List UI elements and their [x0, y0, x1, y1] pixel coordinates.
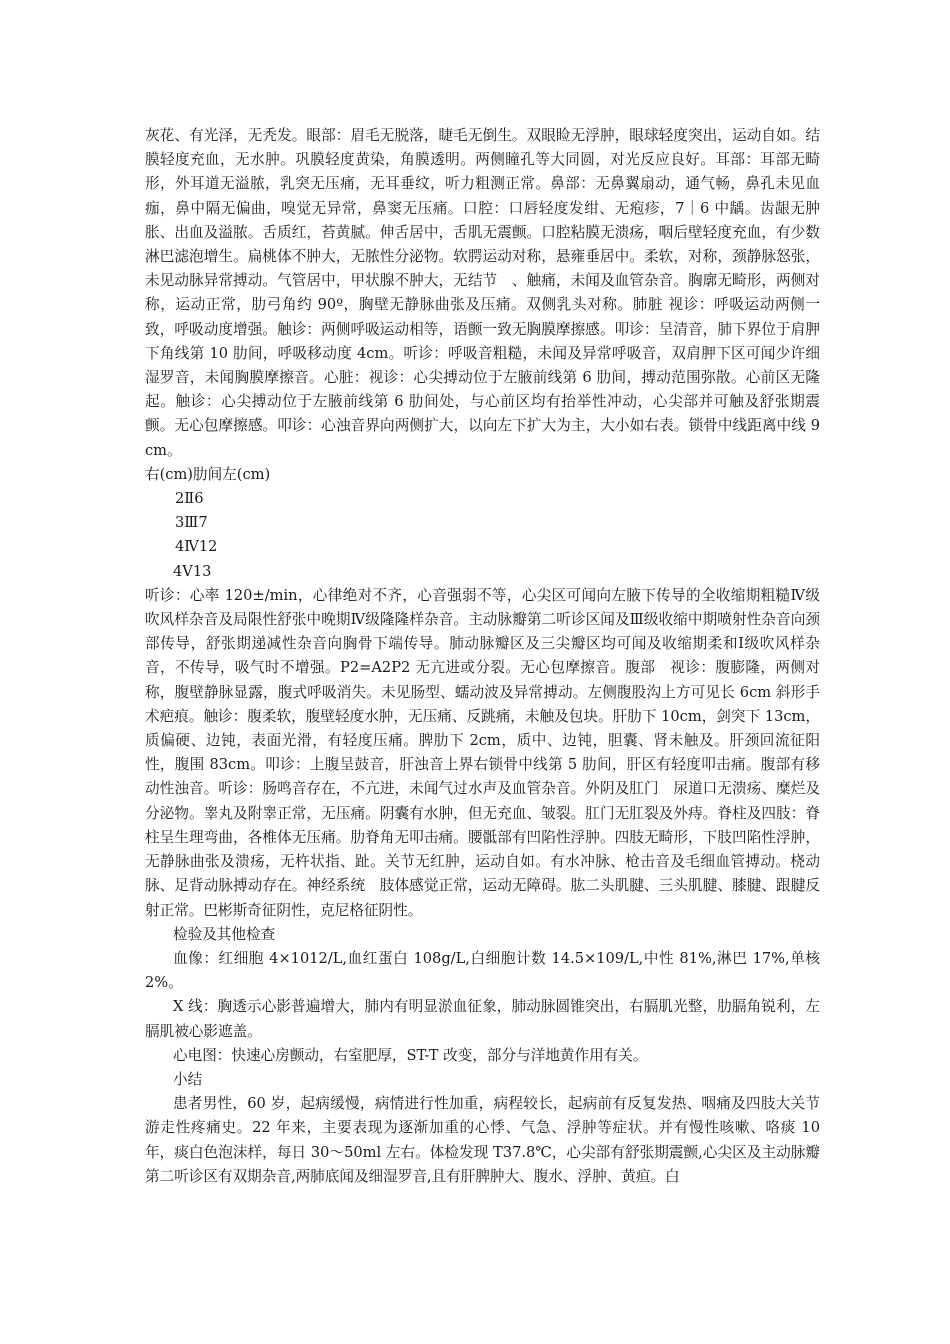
blood-test-paragraph: 血像：红细胞 4×1012/L,血红蛋白 108g/L,白细胞计数 14.5×109/L,中性 81%,淋巴 17%,单核 2%。 [145, 949, 820, 992]
cardiac-dullness-row: 3Ⅲ7 [175, 514, 208, 532]
lab-section-heading: 检验及其他检查 [173, 925, 276, 943]
xray-paragraph: X 线：胸透示心影普遍增大，肺内有明显淤血征象，肺动脉圆锥突出，右膈肌光整，肋膈角锐利，左膈肌被心影遮盖。 [145, 998, 820, 1040]
summary-paragraph: 患者男性，60 岁，起病缓慢，病情进行性加重，病程较长，起病前有反复发热、咽痛及四肢大关节游走性疼痛史。22 年来，主要表现为逐渐加重的心悸、气急、浮肿等症状。并有慢性咳嗽、咯痰 10 年，痰白色泡沫样，每日 30～50ml 左右。体检发现 T37.8℃，心尖部有舒张期震颤,心尖区及主动脉瓣第二听诊区有双期杂音,两肺底闻及细湿罗音,且有肝脾肿大、腹水、浮肿、黄疸。白 [145, 1095, 820, 1185]
physical-exam-paragraph-2: 听诊：心率 120±/min，心律绝对不齐，心音强弱不等，心尖区可闻向左腋下传导的全收缩期粗糙Ⅳ级吹风样杂音及局限性舒张中晚期Ⅳ级隆隆样杂音。主动脉瓣第二听诊区闻及Ⅲ级收缩中期喷射性杂音向颈部传导，舒张期递减性杂音向胸骨下端传导。肺动脉瓣区及三尖瓣区均可闻及收缩期柔和Ⅰ级吹风样杂音，不传导，吸气时不增强。P2=A2P2 无亢进或分裂。无心包摩擦音。腹部 视诊：腹膨隆，两侧对称，腹壁静脉显露，腹式呼吸消失。未见肠型、蠕动波及异常搏动。左侧腹股沟上方可见长 6cm 斜形手术疤痕。触诊：腹柔软，腹壁轻度水肿，无压痛、反跳痛，未触及包块。肝肋下 10cm，剑突下 13cm，质偏硬、边钝，表面光滑，有轻度压痛。脾肋下 2cm，质中、边钝，胆囊、肾未触及。肝颈回流征阳性，腹围 83cm。叩诊：上腹呈鼓音，肝浊音上界右锁骨中线第 5 肋间，肝区有轻度叩击痛。腹部有移动性浊音。听诊：肠鸣音存在，不亢进，未闻气过水声及血管杂音。外阴及肛门 尿道口无溃疡、糜烂及分泌物。睾丸及附睾正常，无压痛。阴囊有水肿，但无充血、皱裂。肛门无肛裂及外痔。脊柱及四肢：脊柱呈生理弯曲，各椎体无压痛。肋脊角无叩击痛。腰骶部有凹陷性浮肿。四肢无畸形，下肢凹陷性浮肿，无静脉曲张及溃疡，无杵状指、趾。关节无红肿，运动自如。有水冲脉、枪击音及毛细血管搏动。桡动脉、足背动脉搏动存在。神经系统 肢体感觉正常，运动无障碍。肱二头肌腱、三头肌腱、膝腱、跟腱反射正常。巴彬斯奇征阴性，克尼格征阴性。 [145, 586, 820, 919]
cardiac-dullness-row: 4Ⅴ13 [173, 562, 212, 580]
cardiac-dullness-row: 4Ⅳ12 [175, 538, 218, 556]
cardiac-dullness-row: 2Ⅱ6 [175, 490, 204, 508]
physical-exam-paragraph-1: 灰花、有光泽，无秃发。眼部：眉毛无脱落，睫毛无倒生。双眼睑无浮肿，眼球轻度突出，运动自如。结膜轻度充血，无水肿。巩膜轻度黄染，角膜透明。两侧瞳孔等大同圆，对光反应良好。耳部：耳部无畸形，外耳道无溢脓，乳突无压痛，无耳垂纹，听力粗测正常。鼻部：无鼻翼扇动，通气畅，鼻孔未见血痂，鼻中隔无偏曲，嗅觉无异常，鼻窦无压痛。口腔：口唇轻度发绀、无疱疹，7｜6 中龋。齿龈无肿胀、出血及溢脓。舌质红，苔黄腻。伸舌居中，舌肌无震颤。口腔粘膜无溃疡，咽后壁轻度充血，有少数淋巴滤泡增生。扁桃体不肿大，无脓性分泌物。软腭运动对称，悬雍垂居中。柔软，对称，颈静脉怒张，未见动脉异常搏动。气管居中，甲状腺不肿大，无结节 、触痛，未闻及血管杂音。胸廓无畸形，两侧对称，运动正常，肋弓角约 90º，胸壁无静脉曲张及压痛。双侧乳头对称。肺脏 视诊：呼吸运动两侧一致，呼吸动度增强。触诊：两侧呼吸运动相等，语颤一致无胸膜摩擦感。叩诊：呈清音，肺下界位于肩胛下角线第 10 肋间，呼吸移动度 4cm。听诊：呼吸音粗糙，未闻及异常呼吸音，双肩胛下区可闻少许细湿罗音，未闻胸膜摩擦音。心脏：视诊：心尖搏动位于左腋前线第 6 肋间，搏动范围弥散。心前区无隆起。触诊：心尖搏动位于左腋前线第 6 肋间处，与心前区均有抬举性冲动，心尖部并可触及舒张期震颤。无心包摩擦感。叩诊：心浊音界向两侧扩大，以向左下扩大为主，大小如右表。锁骨中线距离中线 9cm。 [145, 127, 820, 459]
document-page [145, 124, 820, 1189]
cardiac-dullness-table-header: 右(cm)肋间左(cm) [145, 465, 271, 483]
ecg-paragraph: 心电图：快速心房颤动，右室肥厚，ST-T 改变，部分与洋地黄作用有关。 [173, 1046, 648, 1064]
summary-heading: 小结 [173, 1070, 203, 1088]
